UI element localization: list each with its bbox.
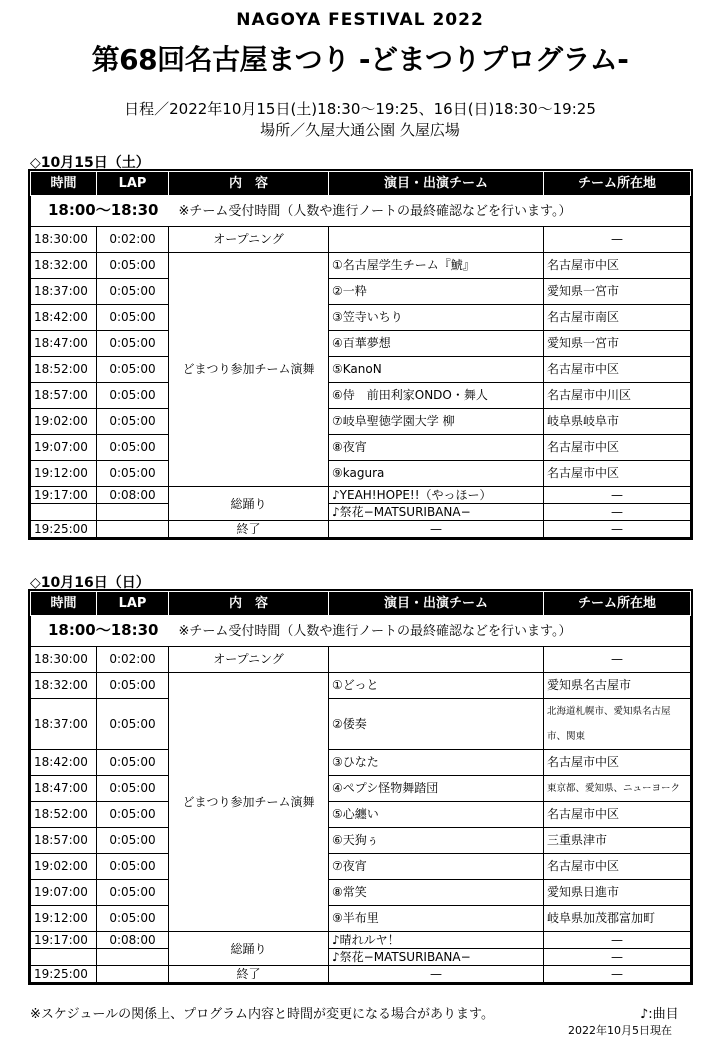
content-header: 内 容: [169, 592, 329, 616]
time-cell: 18:37:00: [31, 279, 97, 305]
time-cell: 18:30:00: [31, 227, 97, 253]
lap-cell: 0:05:00: [97, 357, 169, 383]
festival-name: NAGOYA FESTIVAL 2022: [236, 10, 484, 30]
team-row: [31, 880, 691, 906]
lap-cell: 0:05:00: [97, 750, 169, 776]
location-cell: —: [544, 949, 691, 966]
team-row: [31, 331, 691, 357]
reception-row: [31, 196, 691, 227]
reception-cell: [31, 196, 691, 227]
team-name: ⑨半布里: [329, 906, 544, 932]
lap-header: LAP: [97, 592, 169, 616]
lap-cell: 0:08:00: [97, 487, 169, 504]
opening-row: [31, 227, 691, 253]
team-location: 名古屋市中区: [544, 854, 691, 880]
time-cell: [31, 504, 97, 521]
time-cell: 18:42:00: [31, 305, 97, 331]
team-row: [31, 802, 691, 828]
content-header: 内 容: [169, 172, 329, 196]
time-cell: 18:32:00: [31, 673, 97, 699]
time-cell: 18:30:00: [31, 647, 97, 673]
location-cell: —: [544, 647, 691, 673]
time-cell: 19:25:00: [31, 966, 97, 983]
lap-cell: 0:05:00: [97, 279, 169, 305]
team-location: 三重県津市: [544, 828, 691, 854]
time-cell: 19:17:00: [31, 487, 97, 504]
team-cell: —: [329, 966, 544, 983]
team-name: ⑦岐阜聖徳学園大学 柳: [329, 409, 544, 435]
team-cell: [329, 227, 544, 253]
table-header: [31, 592, 691, 616]
lap-cell: 0:05:00: [97, 854, 169, 880]
reception-time: 18:00〜18:30: [48, 621, 159, 639]
team-location: 名古屋市中区: [544, 461, 691, 487]
team-row: [31, 673, 691, 699]
finale-row: [31, 487, 691, 504]
team-location: 名古屋市中区: [544, 802, 691, 828]
lap-cell: [97, 521, 169, 538]
time-cell: 19:02:00: [31, 409, 97, 435]
team-row: [31, 409, 691, 435]
content-cell: 総踊り: [169, 932, 329, 966]
time-cell: 18:42:00: [31, 750, 97, 776]
reception-cell: [31, 616, 691, 647]
lap-cell: 0:05:00: [97, 383, 169, 409]
day2-label: ◇10月16日（日）: [30, 575, 150, 591]
time-cell: 19:07:00: [31, 435, 97, 461]
team-name: ⑧夜宵: [329, 435, 544, 461]
team-location: 名古屋市南区: [544, 305, 691, 331]
lap-cell: 0:08:00: [97, 932, 169, 949]
location-cell: —: [544, 521, 691, 538]
lap-cell: 0:05:00: [97, 906, 169, 932]
song-title: ♪晴れルヤ！: [329, 932, 544, 949]
team-cell: —: [329, 521, 544, 538]
end-row: [31, 521, 691, 538]
content-cell: 総踊り: [169, 487, 329, 521]
reception-time: 18:00〜18:30: [48, 201, 159, 219]
venue: 場所／久屋大通公園 久屋広場: [260, 121, 460, 139]
time-cell: 18:37:00: [31, 699, 97, 750]
finale-row: [31, 932, 691, 949]
day1-label: ◇10月15日（土）: [30, 155, 150, 171]
lap-cell: 0:05:00: [97, 461, 169, 487]
team-name: ⑦夜宵: [329, 854, 544, 880]
time-cell: 18:47:00: [31, 331, 97, 357]
table-header: [31, 172, 691, 196]
location-cell: —: [544, 227, 691, 253]
content-cell: オープニング: [169, 227, 329, 253]
song-title: ♪祭花−MATSURIBANA−: [329, 949, 544, 966]
team-location: 愛知県一宮市: [544, 331, 691, 357]
team-row: [31, 828, 691, 854]
team-location: 岐阜県岐阜市: [544, 409, 691, 435]
team-name: ②倭奏: [329, 699, 544, 750]
team-header: 演目・出演チーム: [329, 592, 544, 616]
lap-cell: 0:05:00: [97, 802, 169, 828]
time-cell: 18:52:00: [31, 802, 97, 828]
lap-cell: 0:02:00: [97, 227, 169, 253]
page-title: 第68回名古屋まつり -どまつりプログラム-: [91, 43, 629, 76]
location-cell: —: [544, 487, 691, 504]
team-row: [31, 699, 691, 750]
team-name: ⑤KanoN: [329, 357, 544, 383]
lap-cell: [97, 949, 169, 966]
team-row: [31, 776, 691, 802]
team-location: 名古屋市中区: [544, 253, 691, 279]
team-name: ⑥侍 前田利家ONDO・舞人: [329, 383, 544, 409]
opening-row: [31, 647, 691, 673]
team-location: 愛知県一宮市: [544, 279, 691, 305]
day2-schedule-table: [30, 591, 691, 983]
team-name: ④百華夢想: [329, 331, 544, 357]
team-cell: [329, 647, 544, 673]
location-header: チーム所在地: [544, 592, 691, 616]
team-name: ⑨kagura: [329, 461, 544, 487]
team-name: ②一粋: [329, 279, 544, 305]
time-cell: 19:07:00: [31, 880, 97, 906]
content-cell: 終了: [169, 966, 329, 983]
lap-cell: 0:05:00: [97, 435, 169, 461]
team-name: ⑥天狗ぅ: [329, 828, 544, 854]
song-title: ♪祭花−MATSURIBANA−: [329, 504, 544, 521]
content-cell: オープニング: [169, 647, 329, 673]
team-name: ⑧常笑: [329, 880, 544, 906]
song-legend: ♪:曲目: [640, 1007, 679, 1022]
lap-cell: [97, 966, 169, 983]
team-header: 演目・出演チーム: [329, 172, 544, 196]
team-row: [31, 383, 691, 409]
lap-cell: 0:05:00: [97, 880, 169, 906]
lap-cell: 0:05:00: [97, 331, 169, 357]
location-cell: —: [544, 966, 691, 983]
song-title: ♪YEAH!HOPE!!（やっほー）: [329, 487, 544, 504]
time-header: 時間: [31, 172, 97, 196]
lap-cell: 0:05:00: [97, 828, 169, 854]
team-location: 名古屋市中川区: [544, 383, 691, 409]
performance-label: どまつり参加チーム演舞: [169, 673, 329, 932]
location-header: チーム所在地: [544, 172, 691, 196]
team-row: [31, 305, 691, 331]
reception-note: ※チーム受付時間（人数や進行ノートの最終確認などを行います。）: [178, 624, 572, 639]
location-cell: —: [544, 932, 691, 949]
team-location: 東京都、愛知県、ニューヨーク: [544, 776, 691, 802]
team-name: ④ペプシ怪物舞踏団: [329, 776, 544, 802]
performance-label: どまつり参加チーム演舞: [169, 253, 329, 487]
time-cell: [31, 949, 97, 966]
time-header: 時間: [31, 592, 97, 616]
time-cell: 19:25:00: [31, 521, 97, 538]
lap-cell: 0:05:00: [97, 776, 169, 802]
team-location: 愛知県日進市: [544, 880, 691, 906]
lap-cell: 0:05:00: [97, 305, 169, 331]
team-name: ①どっと: [329, 673, 544, 699]
team-location: 岐阜県加茂郡富加町: [544, 906, 691, 932]
team-location: 名古屋市中区: [544, 435, 691, 461]
finale-row: [31, 949, 691, 966]
time-cell: 19:12:00: [31, 906, 97, 932]
day1-schedule-table: [30, 171, 691, 538]
team-row: [31, 435, 691, 461]
lap-header: LAP: [97, 172, 169, 196]
lap-cell: 0:05:00: [97, 253, 169, 279]
lap-cell: 0:02:00: [97, 647, 169, 673]
team-name: ①名古屋学生チーム『鯱』: [329, 253, 544, 279]
finale-row: [31, 504, 691, 521]
lap-cell: 0:05:00: [97, 699, 169, 750]
team-row: [31, 854, 691, 880]
lap-cell: 0:05:00: [97, 673, 169, 699]
schedule-dates: 日程／2022年10月15日(土)18:30〜19:25、16日(日)18:30〜19:25: [124, 100, 596, 118]
team-row: [31, 357, 691, 383]
time-cell: 19:12:00: [31, 461, 97, 487]
team-row: [31, 906, 691, 932]
team-name: ⑤心纏い: [329, 802, 544, 828]
time-cell: 18:52:00: [31, 357, 97, 383]
time-cell: 19:17:00: [31, 932, 97, 949]
time-cell: 18:57:00: [31, 828, 97, 854]
time-cell: 18:47:00: [31, 776, 97, 802]
content-cell: 終了: [169, 521, 329, 538]
time-cell: 19:02:00: [31, 854, 97, 880]
end-row: [31, 966, 691, 983]
team-name: ③ひなた: [329, 750, 544, 776]
team-row: [31, 253, 691, 279]
footer-note: ※スケジュールの関係上、プログラム内容と時間が変更になる場合があります。: [30, 1007, 494, 1022]
team-location: 北海道札幌市、愛知県名古屋市、関東: [544, 699, 691, 750]
team-name: ③笠寺いちり: [329, 305, 544, 331]
team-location: 名古屋市中区: [544, 357, 691, 383]
team-row: [31, 279, 691, 305]
lap-cell: 0:05:00: [97, 409, 169, 435]
team-row: [31, 750, 691, 776]
lap-cell: [97, 504, 169, 521]
as-of-date: 2022年10月5日現在: [568, 1024, 672, 1037]
location-cell: —: [544, 504, 691, 521]
time-cell: 18:57:00: [31, 383, 97, 409]
team-location: 名古屋市中区: [544, 750, 691, 776]
team-row: [31, 461, 691, 487]
team-location: 愛知県名古屋市: [544, 673, 691, 699]
reception-note: ※チーム受付時間（人数や進行ノートの最終確認などを行います。）: [178, 204, 572, 219]
time-cell: 18:32:00: [31, 253, 97, 279]
reception-row: [31, 616, 691, 647]
